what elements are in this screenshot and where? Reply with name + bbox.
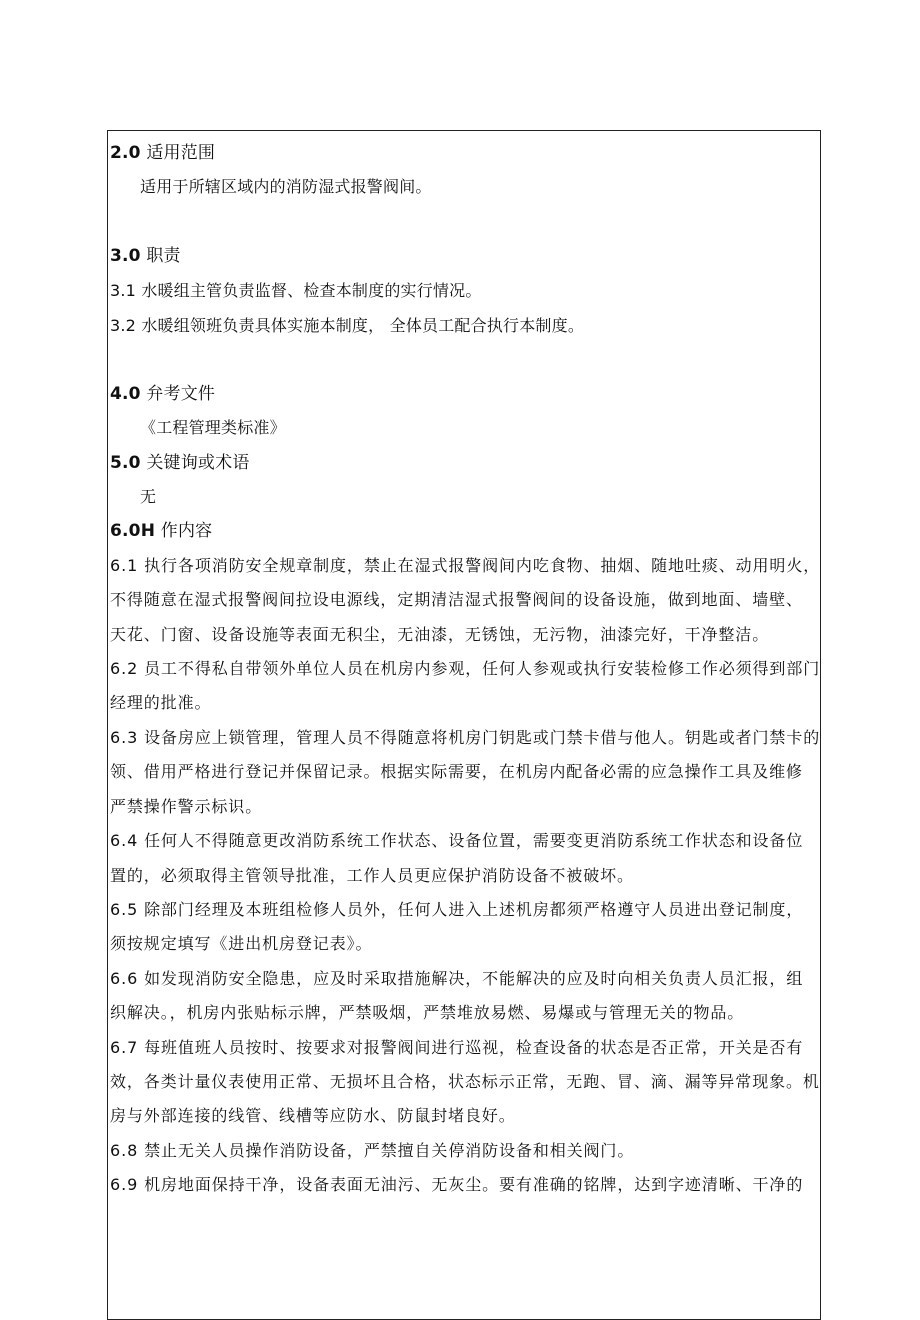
section-4-title: 弁考文件 [146, 384, 216, 404]
section-5-heading [110, 453, 820, 473]
paragraph-line: 6.3 设备房应上锁管理，管理人员不得随意将机房门钥匙或门禁卡借与他人。钥匙或者门禁卡的 [110, 728, 821, 747]
paragraph-line: 领、借用严格进行登记并保留记录。根据实际需要，在机房内配备必需的应急操作工具及维修 [110, 762, 803, 781]
section-3-number: 3.0 [110, 246, 141, 266]
section-5-body: 无 [140, 487, 157, 506]
section-3-item-1: 3.1 水暖组主管负责监督、检查本制度的实行情况。 [110, 281, 482, 300]
paragraph-line: 6.1 执行各项消防安全规章制度，禁止在湿式报警阀间内吃食物、抽烟、随地吐痰、动用明火， [110, 556, 821, 575]
paragraph-line: 严禁操作警示标识。 [110, 797, 263, 816]
paragraph-line: 6.8 禁止无关人员操作消防设备，严禁擅自关停消防设备和相关阀门。 [110, 1141, 635, 1160]
section-2-heading [110, 143, 820, 163]
paragraph-line: 6.7 每班值班人员按时、按要求对报警阀间进行巡视，检查设备的状态是否正常，开关是否有 [110, 1038, 804, 1057]
paragraph-line: 效，各类计量仪表使用正常、无损坏且合格，状态标示正常，无跑、冒、滴、漏等异常现象。机 [110, 1072, 820, 1091]
section-4-heading [110, 384, 820, 404]
paragraph-line: 6.2 员工不得私自带领外单位人员在机房内参观，任何人参观或执行安装检修工作必须得到部门 [110, 659, 821, 678]
section-2-number: 2.0 [110, 143, 141, 163]
section-2-body: 适用于所辖区域内的消防湿式报警阀间。 [140, 177, 432, 196]
section-5-number: 5.0 [110, 453, 141, 473]
paragraph-line: 置的，必须取得主管领导批准，工作人员更应保护消防设备不被破坏。 [110, 866, 634, 885]
paragraph-line: 房与外部连接的线管、线槽等应防水、防鼠封堵良好。 [110, 1106, 516, 1125]
section-3-heading [110, 246, 820, 266]
section-6-heading [110, 521, 820, 541]
paragraph-line: 6.6 如发现消防安全隐患，应及时采取措施解决，不能解决的应及时向相关负责人员汇报，组 [110, 969, 804, 988]
section-4-body: 《工程管理类标准》 [140, 418, 286, 437]
paragraph-line: 不得随意在湿式报警阀间拉设电源线，定期清洁湿式报警阀间的设备设施，做到地面、墙壁、 [110, 590, 803, 609]
paragraph-line: 天花、门窗、设备设施等表面无积尘，无油漆，无锈蚀，无污物，油漆完好，干净整洁。 [110, 625, 770, 644]
paragraph-line: 6.5 除部门经理及本班组检修人员外，任何人进入上述机房都须严格遵守人员进出登记制度， [110, 900, 804, 919]
section-6-title: 作内容 [160, 521, 213, 541]
section-3-item-2: 3.2 水暖组领班负责具体实施本制度， 全体员工配合执行本制度。 [110, 316, 585, 335]
section-5-title: 关键询或术语 [146, 453, 250, 473]
section-6-number: 6.0H [110, 521, 156, 541]
paragraph-line: 6.9 机房地面保持干净，设备表面无油污、无灰尘。要有准确的铭牌，达到字迹清晰、干净的 [110, 1175, 804, 1194]
paragraph-line: 须按规定填写《进出机房登记表》。 [110, 934, 373, 953]
paragraph-line: 6.4 任何人不得随意更改消防系统工作状态、设备位置，需要变更消防系统工作状态和设备位 [110, 831, 804, 850]
paragraph-line: 织解决。，机房内张贴标示牌，严禁吸烟，严禁堆放易燃、易爆或与管理无关的物品。 [110, 1003, 745, 1022]
section-3-title: 职责 [146, 246, 181, 266]
paragraph-line: 经理的批准。 [110, 693, 212, 712]
section-4-number: 4.0 [110, 384, 141, 404]
section-2-title: 适用范围 [146, 143, 216, 163]
